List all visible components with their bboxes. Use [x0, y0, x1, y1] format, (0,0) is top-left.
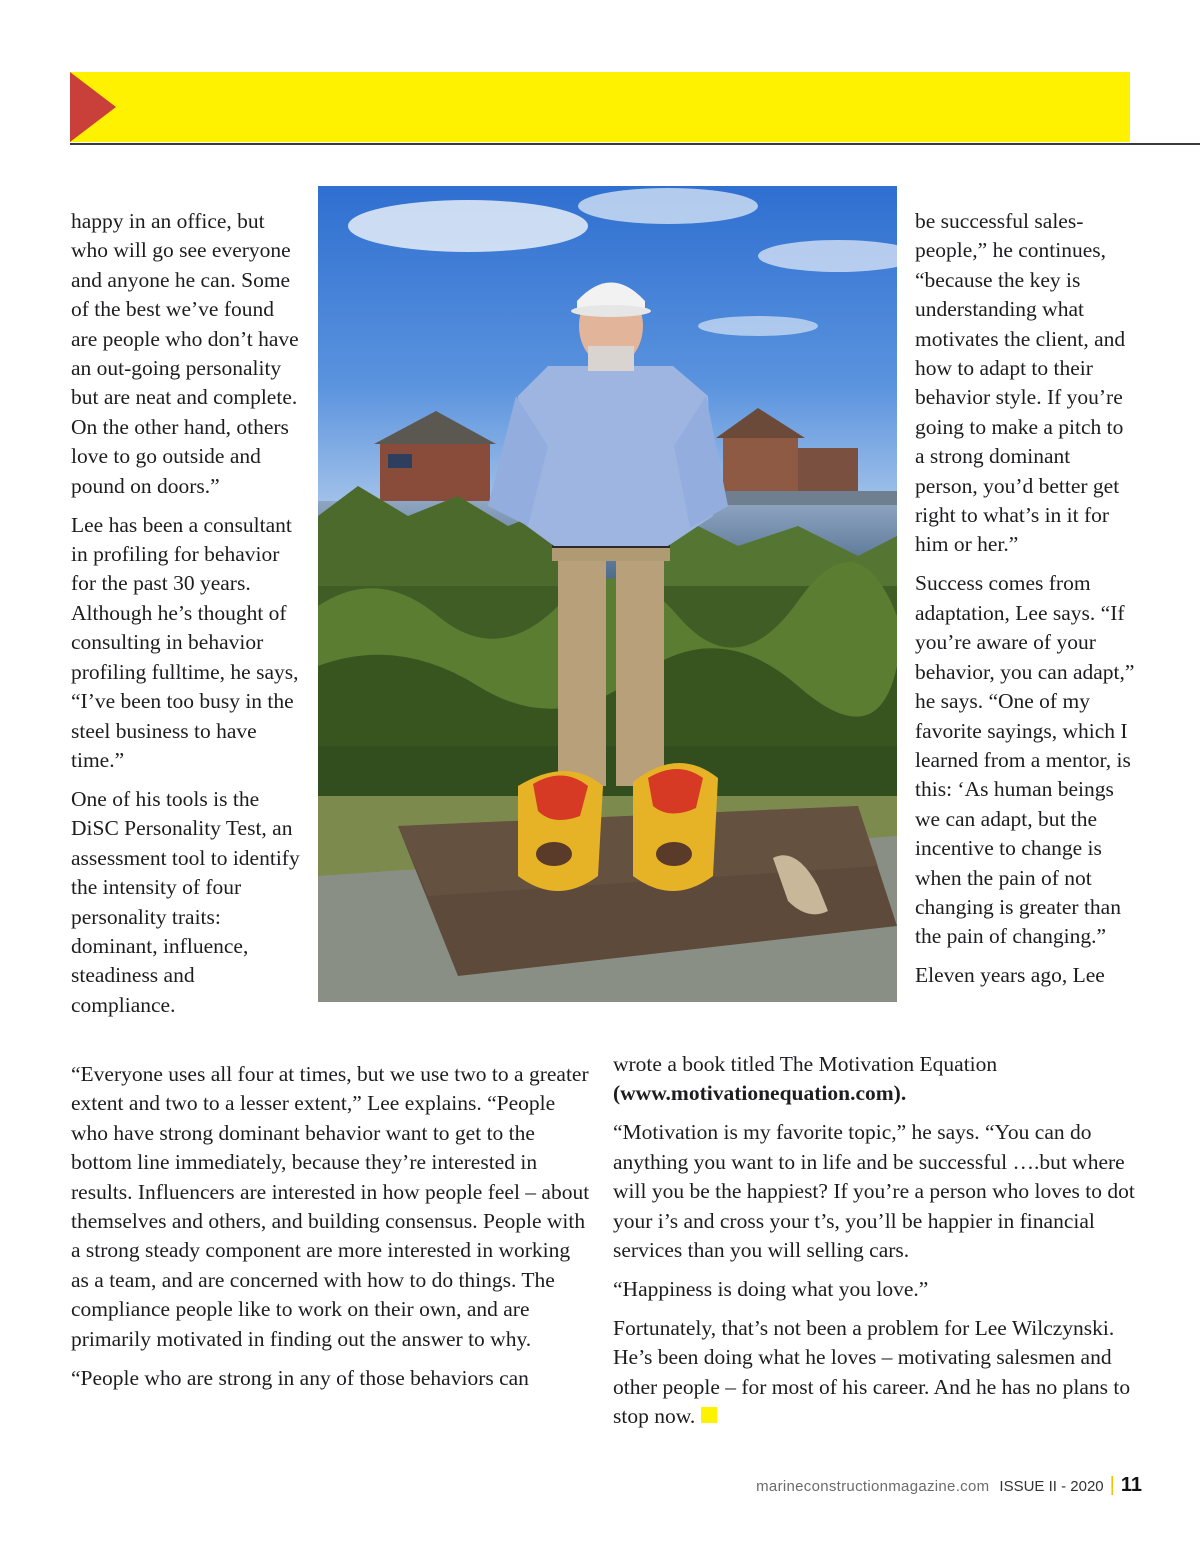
- bottom-right-paragraph-1: [613, 1050, 1138, 1109]
- bottom-right-paragraph-4: [613, 1314, 1138, 1432]
- header-divider: [70, 143, 1200, 145]
- end-mark-icon: [701, 1407, 717, 1423]
- bottom-left-column: [71, 1060, 591, 1403]
- left-column: [71, 207, 303, 1030]
- right-paragraph-3: Eleven years ago, Lee: [915, 963, 1105, 988]
- right-column: [915, 207, 1137, 1000]
- right-paragraph-1: be successful salespeople,” he continues, “because the key is understanding what motivates the client, and how to adapt to their behavior style. If you’re going to make a pitch to a strong dominant person, you’d better get right to what’s in it for him or her.”: [915, 209, 1126, 557]
- footer-separator: |: [1109, 1474, 1115, 1496]
- page-number: 11: [1120, 1474, 1142, 1496]
- footer-site[interactable]: marineconstructionmagazine.com: [756, 1478, 990, 1495]
- footer-issue: ISSUE II - 2020: [999, 1478, 1104, 1495]
- left-paragraph-1: happy in an office, but who will go see everyone and anyone he can. Some of the best we’ve found are people who don’t have an out-going personality but are neat and complete. On the other hand, others love to go outside and pound on doors.”: [71, 209, 299, 498]
- closing-sentence: Fortunately, that’s not been a problem for Lee Wilczynski. He’s been doing what he loves – motivating salesmen and other people – for most of his career. And he has no plans to stop now.: [613, 1316, 1131, 1429]
- right-paragraph-2: Success comes from adaptation, Lee says. “If you’re aware of your behavior, you can adapt,” he says. “One of my favorite sayings, which I learned from a mentor, is this: ‘As human beings we can adapt, but the incentive to change is when the pain of not changing is greater than the pain of changing.”: [915, 571, 1135, 949]
- bottom-right-column: [613, 1050, 1138, 1441]
- header-arrow-icon: [70, 72, 116, 142]
- bottom-left-paragraph-2: “People who are strong in any of those behaviors can: [71, 1365, 529, 1390]
- book-title-sentence: wrote a book titled The Motivation Equation: [613, 1052, 998, 1076]
- page-footer: [756, 1474, 1142, 1497]
- header-banner: [70, 72, 1130, 142]
- bottom-left-paragraph-1: “Everyone uses all four at times, but we use two to a greater extent and two to a lesser extent,” Lee explains. “People who have strong dominant behavior want to get to the bottom line immediately, because they’re interested in results. Influencers are interested in how people feel – about themselves and others, and building consensus. People with a strong steady component are more interested in working as a team, and are concerned with how to do things. The compliance people like to work on their own, and are primarily motivated in finding out the answer to why.: [71, 1062, 590, 1351]
- bottom-right-paragraph-2: “Motivation is my favorite topic,” he says. “You can do anything you want to in life and be successful ….but where will you be the happiest? If you’re a person who loves to dot your i’s and cross your t’s, you’ll be happier in financial services than you will selling cars.: [613, 1120, 1135, 1263]
- bottom-right-paragraph-3: “Happiness is doing what you love.”: [613, 1277, 929, 1302]
- left-paragraph-2: Lee has been a consultant in profiling for behavior for the past 30 years. Although he’s thought of consulting in behavior profiling fulltime, he says, “I’ve been too busy in the steel business to have time.”: [71, 512, 299, 772]
- article-photo: [318, 186, 897, 1002]
- website-link[interactable]: (www.motivationequation.com).: [613, 1081, 907, 1106]
- left-paragraph-3: One of his tools is the DiSC Personality Test, an assessment tool to identify the intensity of four personality traits: dominant, influence, steadiness and compliance.: [71, 786, 300, 1017]
